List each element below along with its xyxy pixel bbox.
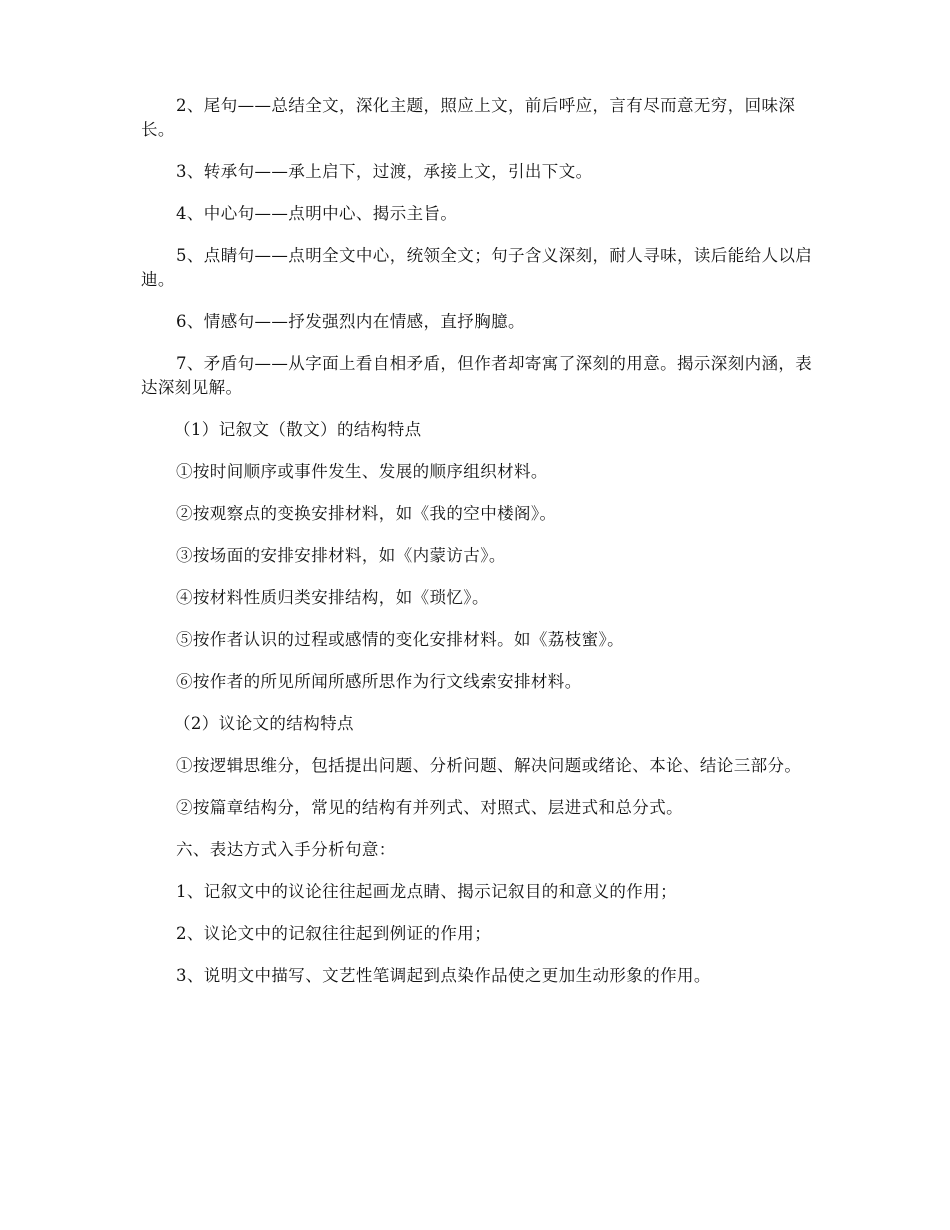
paragraph-contradiction-sentence: 7、矛盾句——从字面上看自相矛盾，但作者却寄寓了深刻的用意。揭示深刻内涵，表达深刻见解。: [141, 354, 813, 397]
document-body: [141, 94, 813, 1006]
list-item-narrative-2: ②按观察点的变换安排材料，如《我的空中楼阁》。: [176, 504, 557, 523]
paragraph-transition-sentence: 3、转承句——承上启下，过渡，承接上文，引出下文。: [176, 162, 593, 181]
heading-narrative-structure: （1）记叙文（散文）的结构特点: [174, 420, 422, 439]
heading-argumentative-structure: （2）议论文的结构特点: [174, 714, 354, 733]
list-item-narrative-5: ⑤按作者认识的过程或感情的变化安排材料。如《荔枝蜜》。: [176, 630, 625, 649]
list-item-argumentative-1: ①按逻辑思维分，包括提出问题、分析问题、解决问题或绪论、本论、结论三部分。: [176, 756, 802, 775]
paragraph-emotion-sentence: 6、情感句——抒发强烈内在情感，直抒胸臆。: [176, 312, 525, 331]
paragraph-ending-sentence: 2、尾句——总结全文，深化主题，照应上文，前后呼应，言有尽而意无穷，回味深长。: [141, 96, 796, 139]
list-item-expression-1: 1、记叙文中的议论往往起画龙点睛、揭示记叙目的和意义的作用；: [176, 882, 677, 901]
list-item-expression-3: 3、说明文中描写、文艺性笔调起到点染作品使之更加生动形象的作用。: [176, 966, 711, 985]
paragraph-central-sentence: 4、中心句——点明中心、揭示主旨。: [176, 204, 458, 223]
list-item-narrative-1: ①按时间顺序或事件发生、发展的顺序组织材料。: [176, 462, 548, 481]
paragraph-key-sentence: 5、点睛句——点明全文中心，统领全文；句子含义深刻，耐人寻味，读后能给人以启迪。: [141, 246, 813, 289]
section-heading-expression: 六、表达方式入手分析句意：: [176, 840, 396, 859]
list-item-narrative-4: ④按材料性质归类安排结构，如《琐忆》。: [176, 588, 489, 607]
list-item-narrative-6: ⑥按作者的所见所闻所感所思作为行文线索安排材料。: [176, 672, 582, 691]
list-item-narrative-3: ③按场面的安排安排材料，如《内蒙访古》。: [176, 546, 506, 565]
list-item-expression-2: 2、议论文中的记叙往往起到例证的作用；: [176, 924, 492, 943]
list-item-argumentative-2: ②按篇章结构分，常见的结构有并列式、对照式、层进式和总分式。: [176, 798, 683, 817]
